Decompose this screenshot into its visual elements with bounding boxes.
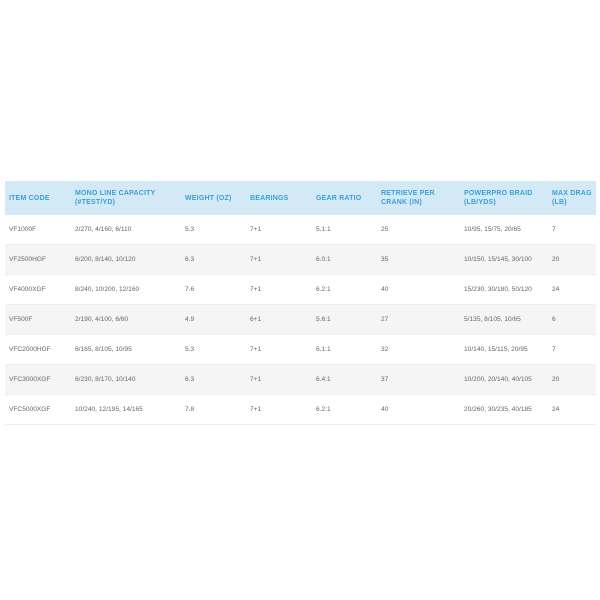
header-max-drag: MAX DRAG (LB)	[548, 181, 596, 215]
cell-weight: 7.8	[181, 395, 246, 425]
cell-mono-line-capacity: 2/190, 4/100, 6/60	[71, 305, 181, 335]
table-row	[5, 245, 596, 275]
header-retrieve-per-crank: RETRIEVE PER CRANK (IN)	[377, 181, 460, 215]
cell-powerpro-braid: 10/140, 15/115, 20/95	[460, 335, 548, 365]
cell-retrieve-per-crank: 35	[377, 245, 460, 275]
cell-max-drag: 24	[548, 275, 596, 305]
header-powerpro-braid: POWERPRO BRAID (LB/YDS)	[460, 181, 548, 215]
spec-table	[5, 181, 596, 425]
cell-item-code: VF500F	[5, 305, 71, 335]
cell-bearings: 7+1	[246, 245, 312, 275]
cell-mono-line-capacity: 6/165, 8/105, 10/95	[71, 335, 181, 365]
cell-max-drag: 7	[548, 215, 596, 245]
cell-bearings: 6+1	[246, 305, 312, 335]
cell-gear-ratio: 6.2:1	[312, 395, 377, 425]
cell-weight: 4.9	[181, 305, 246, 335]
table-row	[5, 395, 596, 425]
header-bearings: BEARINGS	[246, 181, 312, 215]
cell-powerpro-braid: 20/260, 30/235, 40/185	[460, 395, 548, 425]
cell-bearings: 7+1	[246, 395, 312, 425]
cell-gear-ratio: 6.0:1	[312, 245, 377, 275]
cell-retrieve-per-crank: 37	[377, 365, 460, 395]
cell-bearings: 7+1	[246, 215, 312, 245]
cell-mono-line-capacity: 6/230, 8/170, 10/140	[71, 365, 181, 395]
table-row	[5, 215, 596, 245]
cell-gear-ratio: 5.6:1	[312, 305, 377, 335]
cell-retrieve-per-crank: 25	[377, 215, 460, 245]
cell-weight: 7.6	[181, 275, 246, 305]
table-row	[5, 335, 596, 365]
cell-mono-line-capacity: 8/240, 10/200, 12/160	[71, 275, 181, 305]
cell-weight: 6.3	[181, 365, 246, 395]
header-weight: WEIGHT (OZ)	[181, 181, 246, 215]
cell-mono-line-capacity: 6/200, 8/140, 10/120	[71, 245, 181, 275]
cell-item-code: VFC5000XGF	[5, 395, 71, 425]
cell-bearings: 7+1	[246, 275, 312, 305]
cell-bearings: 7+1	[246, 365, 312, 395]
header-gear-ratio: GEAR RATIO	[312, 181, 377, 215]
cell-weight: 5.3	[181, 335, 246, 365]
cell-bearings: 7+1	[246, 335, 312, 365]
cell-item-code: VFC2000HGF	[5, 335, 71, 365]
cell-max-drag: 20	[548, 245, 596, 275]
table-row	[5, 275, 596, 305]
cell-weight: 5.3	[181, 215, 246, 245]
cell-gear-ratio: 5.1:1	[312, 215, 377, 245]
cell-item-code: VF2500HGF	[5, 245, 71, 275]
cell-gear-ratio: 6.2:1	[312, 275, 377, 305]
cell-item-code: VF4000XGF	[5, 275, 71, 305]
cell-powerpro-braid: 10/200, 20/140, 40/105	[460, 365, 548, 395]
cell-mono-line-capacity: 10/240, 12/195, 14/165	[71, 395, 181, 425]
cell-retrieve-per-crank: 32	[377, 335, 460, 365]
header-mono-line-capacity: MONO LINE CAPACITY (#TEST/YD)	[71, 181, 181, 215]
cell-item-code: VF1000F	[5, 215, 71, 245]
table-body	[5, 215, 596, 425]
header-item-code: ITEM CODE	[5, 181, 71, 215]
cell-max-drag: 20	[548, 365, 596, 395]
cell-retrieve-per-crank: 40	[377, 275, 460, 305]
cell-gear-ratio: 6.4:1	[312, 365, 377, 395]
cell-item-code: VFC3000XGF	[5, 365, 71, 395]
table-header-row	[5, 181, 596, 215]
cell-powerpro-braid: 10/95, 15/75, 20/65	[460, 215, 548, 245]
cell-gear-ratio: 6.1:1	[312, 335, 377, 365]
cell-weight: 6.3	[181, 245, 246, 275]
cell-max-drag: 7	[548, 335, 596, 365]
cell-max-drag: 6	[548, 305, 596, 335]
table-row	[5, 365, 596, 395]
cell-retrieve-per-crank: 40	[377, 395, 460, 425]
cell-retrieve-per-crank: 27	[377, 305, 460, 335]
cell-powerpro-braid: 15/230, 30/180, 50/120	[460, 275, 548, 305]
cell-powerpro-braid: 5/135, 8/105, 10/65	[460, 305, 548, 335]
cell-powerpro-braid: 10/150, 15/145, 30/100	[460, 245, 548, 275]
cell-max-drag: 24	[548, 395, 596, 425]
table-row	[5, 305, 596, 335]
cell-mono-line-capacity: 2/270, 4/160, 6/110	[71, 215, 181, 245]
